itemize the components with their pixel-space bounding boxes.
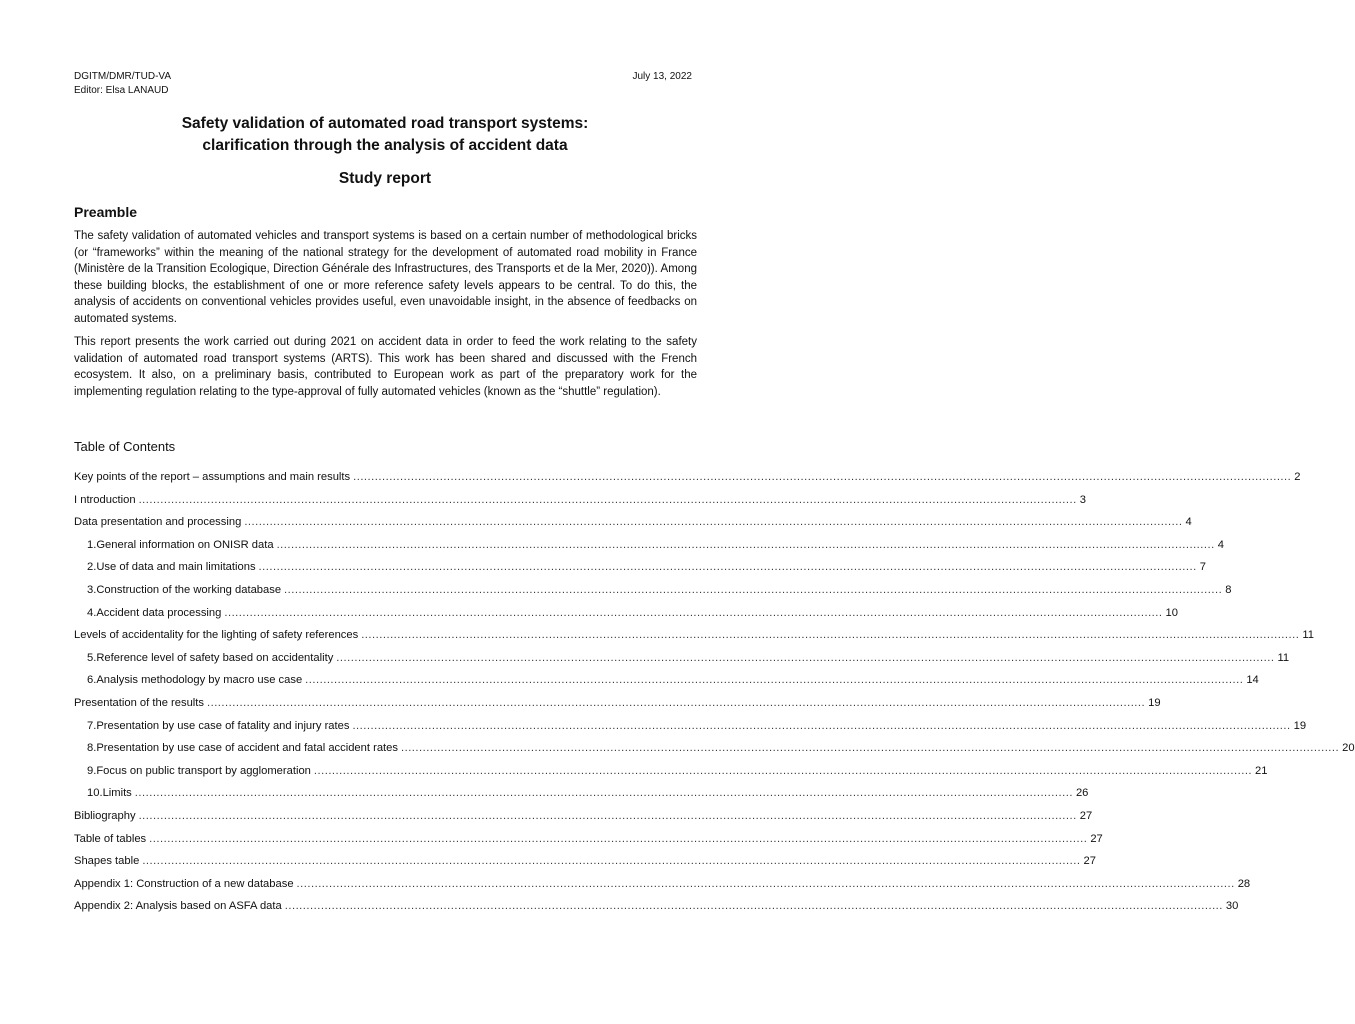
toc-page-number: 11 xyxy=(1302,629,1314,642)
toc-dot-leader: .................................................................................................................................................................................................................................................................... xyxy=(284,900,1223,913)
toc-page-number: 27 xyxy=(1083,855,1096,868)
toc-page-number: 27 xyxy=(1090,832,1103,845)
toc-entry-number: 8. xyxy=(87,742,97,755)
toc-dot-leader: .................................................................................................................................................................................................................................................................... xyxy=(244,516,1183,529)
toc-dot-leader: .................................................................................................................................................................................................................................................................... xyxy=(305,674,1244,687)
toc-entry[interactable] xyxy=(74,738,1355,761)
toc-dot-leader: .................................................................................................................................................................................................................................................................... xyxy=(296,877,1235,890)
toc-entry[interactable] xyxy=(74,851,1096,874)
toc-entry-label: Key points of the report – assumptions and main results xyxy=(74,471,351,483)
toc-page-number: 4 xyxy=(1185,516,1192,529)
toc-entry[interactable] xyxy=(74,490,1086,513)
toc-page-number: 4 xyxy=(1217,538,1224,551)
toc-page-number: 7 xyxy=(1199,561,1206,574)
toc-entry-label: Presentation by use case of accident and fatal accident rates xyxy=(96,742,398,755)
toc-entry[interactable] xyxy=(74,625,1314,648)
toc-page-number: 19 xyxy=(1148,696,1161,709)
header-date: July 13, 2022 xyxy=(632,71,692,82)
toc-dot-leader: .................................................................................................................................................................................................................................................................... xyxy=(138,809,1077,822)
toc-dot-leader: .................................................................................................................................................................................................................................................................... xyxy=(224,606,1163,619)
toc-entry-number: 2. xyxy=(87,561,97,574)
toc-page-number: 27 xyxy=(1079,809,1093,822)
toc-entry-label: Analysis methodology by macro use case xyxy=(96,674,303,687)
toc-entry-label: Construction of the working database xyxy=(96,583,282,596)
toc-heading: Table of Contents xyxy=(74,439,176,454)
department-ref: DGITM/DMR/TUD-VA xyxy=(74,71,172,82)
toc-entry[interactable] xyxy=(74,648,1290,671)
toc-entry-number: 6. xyxy=(87,674,97,687)
toc-entry[interactable] xyxy=(74,512,1192,535)
toc-entry[interactable] xyxy=(74,783,1089,806)
toc-entry[interactable] xyxy=(74,557,1206,580)
toc-entry-label: Accident data processing xyxy=(96,606,222,619)
toc-entry[interactable] xyxy=(74,806,1093,829)
toc-entry-label: Table of tables xyxy=(74,832,147,845)
toc-dot-leader: .................................................................................................................................................................................................................................................................... xyxy=(313,764,1253,777)
toc-entry-label: Data presentation and processing xyxy=(74,516,242,529)
toc-entry-label: Presentation by use case of fatality and injury rates xyxy=(96,719,350,732)
toc-entry-label: Levels of accidentality for the lighting of safety references xyxy=(74,629,359,642)
toc-entry-label: Appendix 1: Construction of a new database xyxy=(74,877,294,890)
toc-entry-label: Presentation of the results xyxy=(74,696,204,709)
toc-entry-number: 3. xyxy=(87,583,97,596)
toc-page-number: 28 xyxy=(1237,877,1251,890)
toc-entry-label: Limits xyxy=(102,787,132,800)
toc-page-number: 3 xyxy=(1079,493,1086,506)
document-title xyxy=(74,113,696,157)
toc-dot-leader: .................................................................................................................................................................................................................................................................... xyxy=(361,629,1300,642)
toc-dot-leader: .................................................................................................................................................................................................................................................................... xyxy=(149,832,1088,845)
toc-entry-label: Reference level of safety based on accidentality xyxy=(96,651,334,664)
toc-entry-number: 9. xyxy=(87,764,97,777)
toc-dot-leader: .................................................................................................................................................................................................................................................................... xyxy=(206,696,1146,709)
toc-entry-label: General information on ONISR data xyxy=(96,538,274,551)
toc-page-number: 20 xyxy=(1342,742,1355,755)
toc-page-number: 21 xyxy=(1255,764,1268,777)
toc-dot-leader: .................................................................................................................................................................................................................................................................... xyxy=(142,855,1081,868)
toc-entry[interactable] xyxy=(74,716,1307,739)
toc-page-number: 8 xyxy=(1225,583,1232,596)
toc-entry-label: I ntroduction xyxy=(74,493,136,506)
toc-dot-leader: .................................................................................................................................................................................................................................................................... xyxy=(336,651,1275,664)
toc-entry-label: Shapes table xyxy=(74,855,140,868)
editor-line: Editor: Elsa LANAUD xyxy=(74,85,169,96)
title-line-1: Safety validation of automated road transport systems: xyxy=(181,115,589,132)
toc-entry-number: 5. xyxy=(87,651,97,664)
toc-entry-label: Focus on public transport by agglomeration xyxy=(96,764,311,777)
toc-dot-leader: .................................................................................................................................................................................................................................................................... xyxy=(353,471,1292,483)
toc-page-number: 11 xyxy=(1277,651,1290,664)
toc-entry-number: 7. xyxy=(87,719,97,732)
toc-entry[interactable] xyxy=(74,603,1178,626)
header-left xyxy=(74,70,171,98)
toc-page-number: 2 xyxy=(1294,471,1301,483)
toc-dot-leader: .................................................................................................................................................................................................................................................................... xyxy=(258,561,1197,574)
toc-entry[interactable] xyxy=(74,874,1251,897)
toc-entry[interactable] xyxy=(74,896,1239,919)
toc-page-number: 19 xyxy=(1293,719,1307,732)
toc-entry-label: Appendix 2: Analysis based on ASFA data xyxy=(74,900,282,913)
toc-entry-number: 10. xyxy=(87,787,103,800)
toc-entry[interactable] xyxy=(74,467,1301,490)
toc-dot-leader: .................................................................................................................................................................................................................................................................... xyxy=(138,493,1077,506)
toc-entry-label: Use of data and main limitations xyxy=(96,561,256,574)
toc-entry-number: 4. xyxy=(87,606,97,619)
toc-entry[interactable] xyxy=(74,670,1259,693)
toc-entry-label: Bibliography xyxy=(74,809,136,822)
toc-dot-leader: .................................................................................................................................................................................................................................................................... xyxy=(284,583,1223,596)
toc-entry-number: 1. xyxy=(87,538,97,551)
toc-page-number: 10 xyxy=(1165,606,1178,619)
toc-page-number: 26 xyxy=(1075,787,1089,800)
toc-dot-leader: .................................................................................................................................................................................................................................................................... xyxy=(400,742,1340,755)
toc-page-number: 14 xyxy=(1246,674,1259,687)
preamble-paragraph-2: This report presents the work carried out during 2021 on accident data in order to feed the work relating to the safety validation of automated road transport systems (ARTS). This work has been shared and discussed with the French ecosystem. It also, on a preliminary basis, contributed to European work as part of the preparatory work for the implementing regulation relating to the type-approval of fully automated vehicles (known as the “shuttle” regulation). xyxy=(74,336,697,398)
preamble-paragraph-1: The safety validation of automated vehicles and transport systems is based on a certain number of methodological bricks (or “frameworks” within the meaning of the national strategy for the development of automated road mobility in France (Ministère de la Transition Ecologique, Direction Générale des Infrastructures, des Transports et de la Mer, 2020)). Among these building blocks, the establishment of one or more reference safety levels appears to be central. To do this, the analysis of accidents on conventional vehicles provides useful, even unavoidable insight, in the absence of feedbacks on automated systems. xyxy=(74,230,697,325)
toc-entry[interactable] xyxy=(74,693,1161,716)
toc-dot-leader: .................................................................................................................................................................................................................................................................... xyxy=(276,538,1215,551)
toc-entry[interactable] xyxy=(74,829,1103,852)
table-of-contents xyxy=(74,467,1355,919)
toc-entry[interactable] xyxy=(74,535,1224,558)
title-line-2: clarification through the analysis of accident data xyxy=(202,137,568,154)
toc-page-number: 30 xyxy=(1225,900,1239,913)
preamble-heading: Preamble xyxy=(74,204,138,220)
toc-entry[interactable] xyxy=(74,580,1232,603)
document-subtitle: Study report xyxy=(338,170,432,187)
toc-dot-leader: .................................................................................................................................................................................................................................................................... xyxy=(352,719,1291,732)
toc-entry[interactable] xyxy=(74,761,1268,784)
toc-dot-leader: .................................................................................................................................................................................................................................................................... xyxy=(134,787,1073,800)
